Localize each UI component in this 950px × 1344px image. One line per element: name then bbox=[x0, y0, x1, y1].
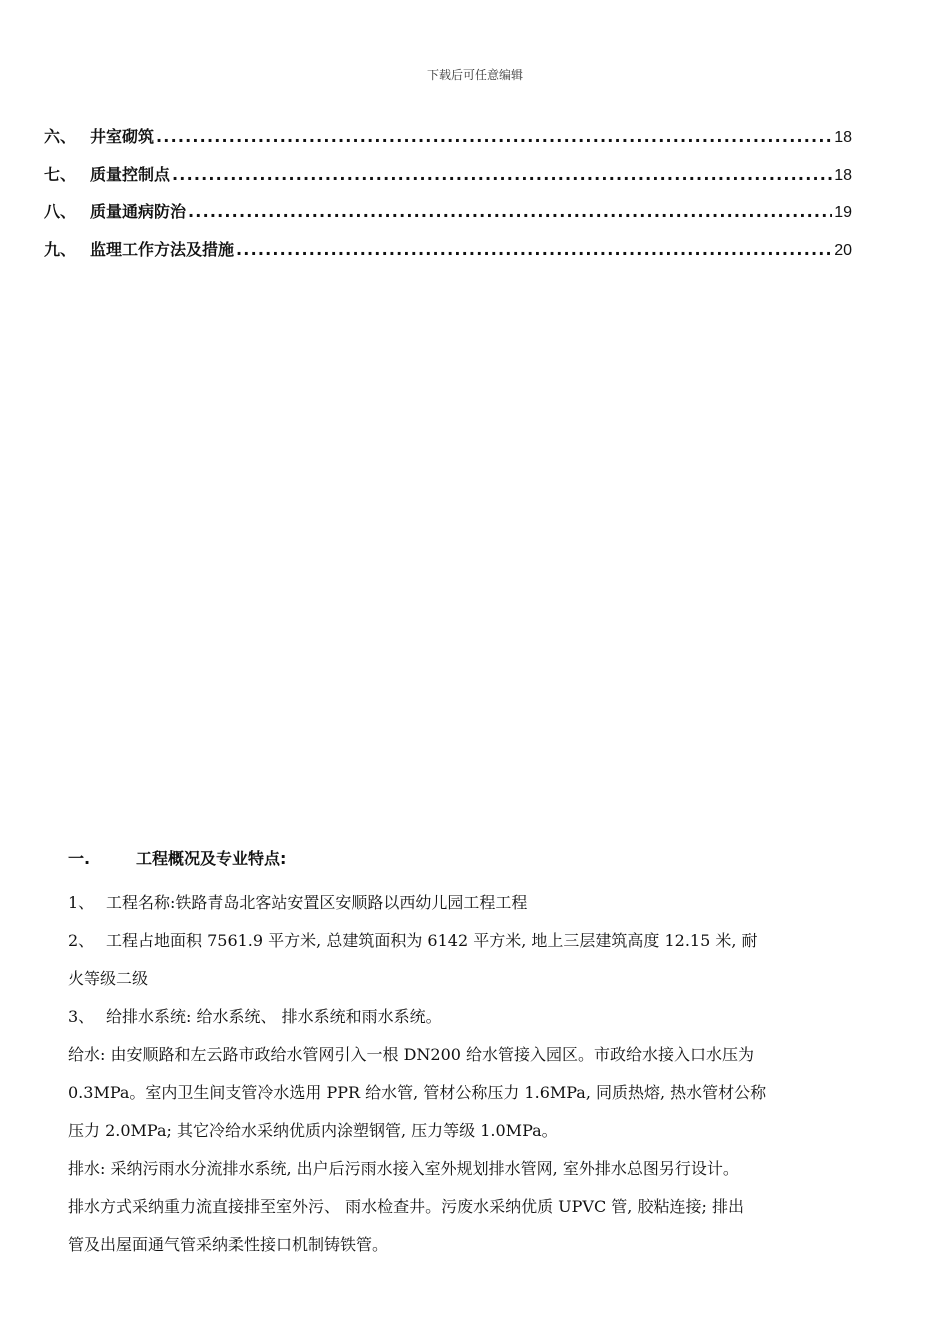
water-supply-line: 给水: 由安顺路和左云路市政给水管网引入一根 DN200 给水管接入园区。市政给水接入口水压为 bbox=[68, 1045, 755, 1064]
water-supply-line: 0.3MPa。室内卫生间支管冷水选用 PPR 给水管, 管材公称压力 1.6MPa, 同质热熔, 热水管材公称 bbox=[68, 1083, 767, 1102]
section-number: 一. bbox=[68, 849, 91, 868]
toc-entry[interactable] bbox=[44, 162, 852, 200]
toc-entry-page: 18 bbox=[834, 166, 852, 184]
toc-entry[interactable] bbox=[44, 199, 852, 237]
water-supply-line: 压力 2.0MPa; 其它冷给水采纳优质内涂塑钢管, 压力等级 1.0MPa。 bbox=[68, 1121, 558, 1140]
drainage-line: 管及出屋面通气管采纳柔性接口机制铸铁管。 bbox=[68, 1235, 389, 1254]
list-item-text: 工程名称:铁路青岛北客站安置区安顺路以西幼儿园工程工程 bbox=[106, 893, 528, 912]
drainage-line: 排水方式采纳重力流直接排至室外污、 雨水检查井。污废水采纳优质 UPVC 管, 胶粘连接; 排出 bbox=[68, 1197, 744, 1216]
list-item bbox=[68, 922, 888, 960]
list-item-continuation: 火等级二级 bbox=[68, 969, 149, 988]
section-title: 工程概况及专业特点: bbox=[136, 849, 287, 868]
list-item-number: 1、 bbox=[68, 893, 95, 912]
toc-entry-page: 18 bbox=[834, 129, 852, 146]
table-of-contents bbox=[44, 124, 852, 274]
toc-entry-number: 九、 bbox=[44, 239, 77, 259]
toc-entry-page: 19 bbox=[834, 204, 852, 221]
toc-entry-title: 质量通病防治 bbox=[90, 202, 187, 221]
toc-leader-dots bbox=[156, 127, 832, 146]
toc-entry-title: 监理工作方法及措施 bbox=[90, 239, 235, 259]
toc-entry-title: 质量控制点 bbox=[90, 164, 171, 184]
list-item-text: 给排水系统: 给水系统、 排水系统和雨水系统。 bbox=[106, 1007, 442, 1026]
section-project-overview bbox=[68, 846, 888, 1264]
drainage-line: 排水: 采纳污雨水分流排水系统, 出户后污雨水接入室外规划排水管网, 室外排水总图另行设计。 bbox=[68, 1159, 739, 1178]
toc-leader-dots bbox=[172, 165, 832, 184]
list-item bbox=[68, 884, 888, 922]
list-item-number: 2、 bbox=[68, 931, 95, 950]
toc-entry-number: 八、 bbox=[44, 202, 77, 221]
toc-leader-dots bbox=[236, 240, 832, 259]
list-item bbox=[68, 998, 888, 1036]
section-heading bbox=[68, 846, 888, 876]
toc-entry[interactable] bbox=[44, 237, 852, 275]
toc-entry-title: 井室砌筑 bbox=[90, 127, 155, 146]
toc-entry-number: 六、 bbox=[44, 127, 77, 146]
page-header-note: 下载后可任意编辑 bbox=[426, 68, 523, 82]
toc-entry[interactable] bbox=[44, 124, 852, 162]
list-item-text: 工程占地面积 7561.9 平方米, 总建筑面积为 6142 平方米, 地上三层建筑高度 12.15 米, 耐 bbox=[106, 931, 758, 950]
toc-leader-dots bbox=[188, 202, 832, 221]
toc-entry-page: 20 bbox=[834, 241, 852, 259]
list-item-number: 3、 bbox=[68, 1007, 95, 1026]
toc-entry-number: 七、 bbox=[44, 164, 77, 184]
